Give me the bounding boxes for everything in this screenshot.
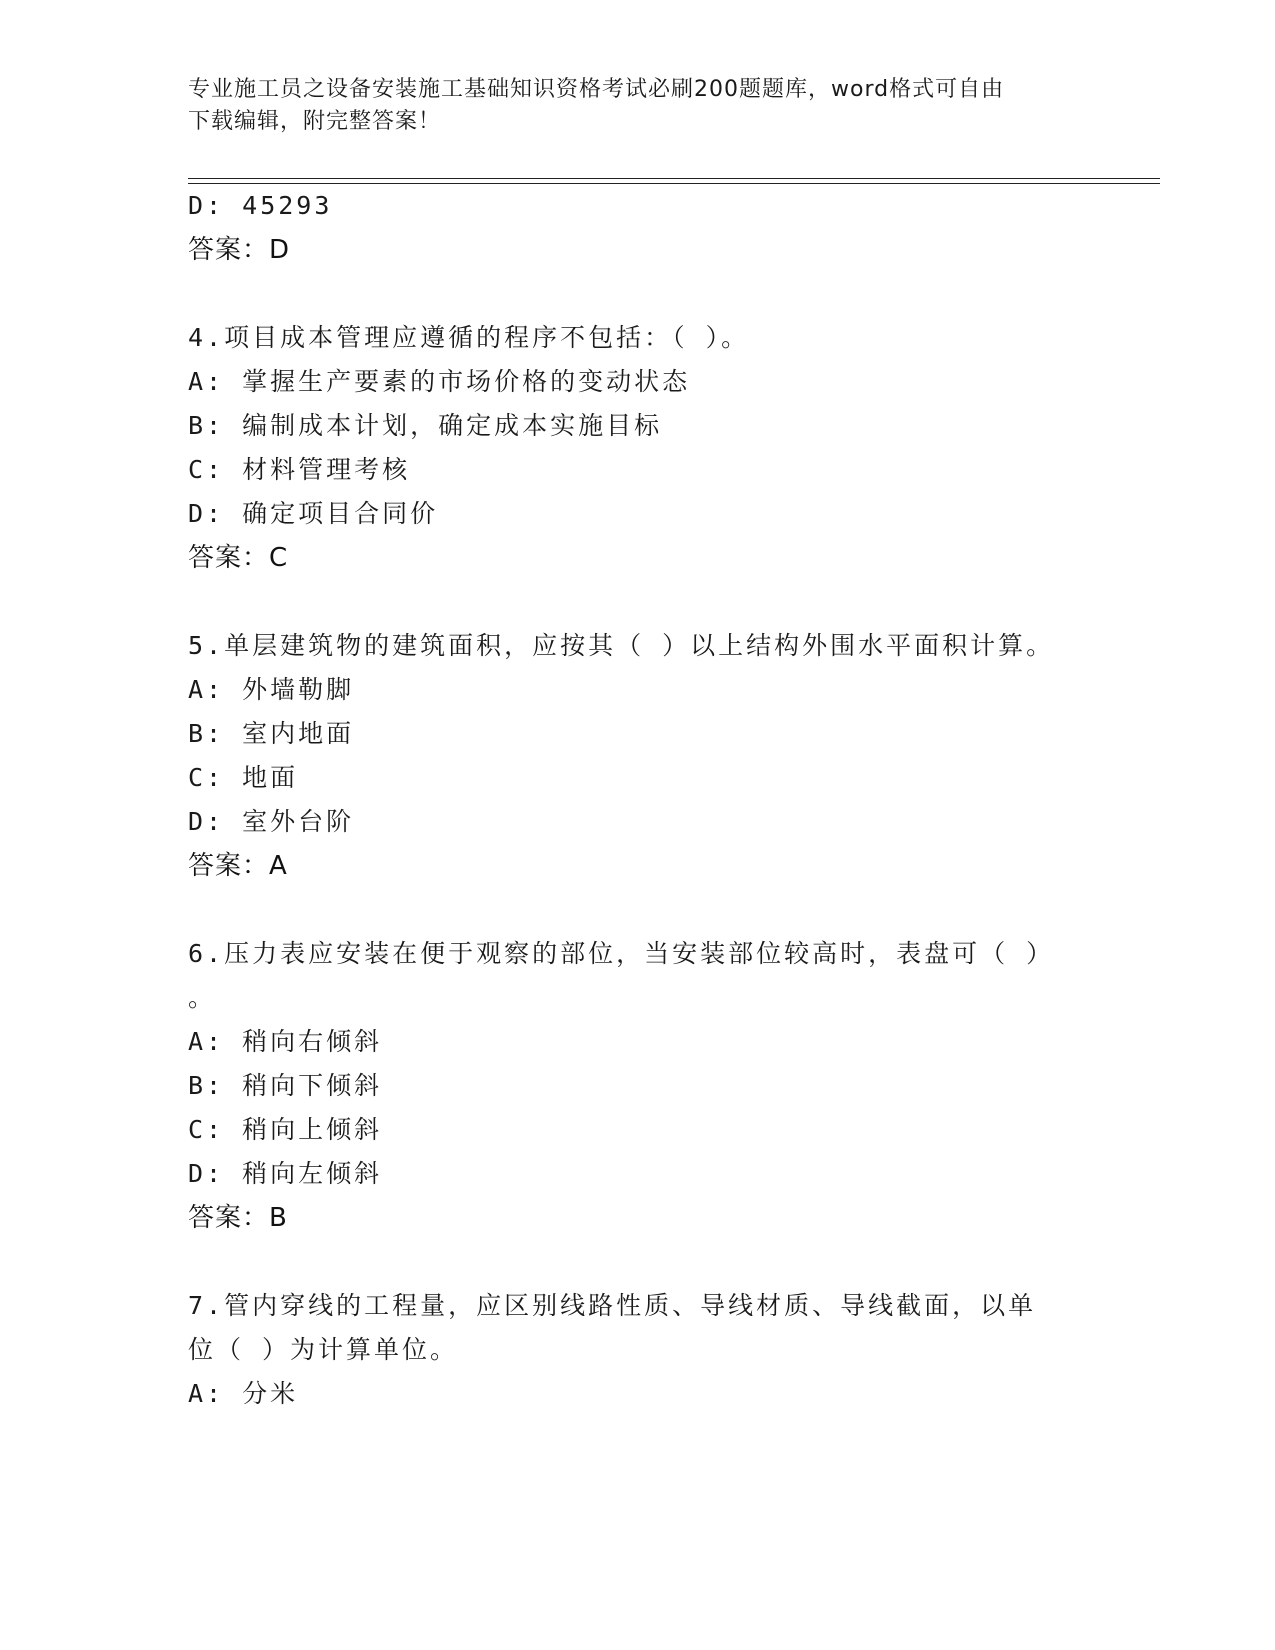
prev-option-d: D: 45293 (188, 191, 333, 220)
document-header (188, 74, 1088, 138)
q7-question-line-1: 7.管内穿线的工程量，应区别线路性质、导线材质、导线截面，以单 (188, 1291, 1037, 1320)
header-divider-top (188, 178, 1160, 179)
q5-option-a: A: 外墙勒脚 (188, 675, 355, 704)
q6-question-line-2: 。 (188, 983, 217, 1012)
q6-option-b: B: 稍向下倾斜 (188, 1071, 383, 1100)
q4-question: 4.项目成本管理应遵循的程序不包括：（ ）。 (188, 323, 750, 352)
q5-option-d: D: 室外台阶 (188, 807, 355, 836)
prev-answer: 答案：D (188, 235, 291, 265)
q6-option-c: C: 稍向上倾斜 (188, 1115, 383, 1144)
q6-option-a: A: 稍向右倾斜 (188, 1027, 383, 1056)
header-divider-bottom (188, 183, 1160, 184)
q5-answer: 答案：A (188, 851, 288, 881)
q6-option-d: D: 稍向左倾斜 (188, 1159, 383, 1188)
q6-question-line-1: 6.压力表应安装在便于观察的部位，当安装部位较高时，表盘可（ ） (188, 939, 1055, 968)
q7-option-a: A: 分米 (188, 1379, 299, 1408)
q4-option-c: C: 材料管理考核 (188, 455, 411, 484)
header-line-1: 专业施工员之设备安装施工基础知识资格考试必刷200题题库，word格式可自由 (188, 77, 1005, 102)
header-line-2: 下载编辑，附完整答案！ (188, 109, 442, 134)
q5-option-c: C: 地面 (188, 763, 299, 792)
q4-option-b: B: 编制成本计划，确定成本实施目标 (188, 411, 663, 440)
q5-option-b: B: 室内地面 (188, 719, 355, 748)
q4-option-a: A: 掌握生产要素的市场价格的变动状态 (188, 367, 691, 396)
q6-answer: 答案：B (188, 1203, 288, 1233)
q4-option-d: D: 确定项目合同价 (188, 499, 439, 528)
q4-answer: 答案：C (188, 543, 289, 573)
q5-question: 5.单层建筑物的建筑面积，应按其（ ）以上结构外围水平面积计算。 (188, 631, 1055, 660)
q7-question-line-2: 位（ ）为计算单位。 (188, 1335, 459, 1364)
